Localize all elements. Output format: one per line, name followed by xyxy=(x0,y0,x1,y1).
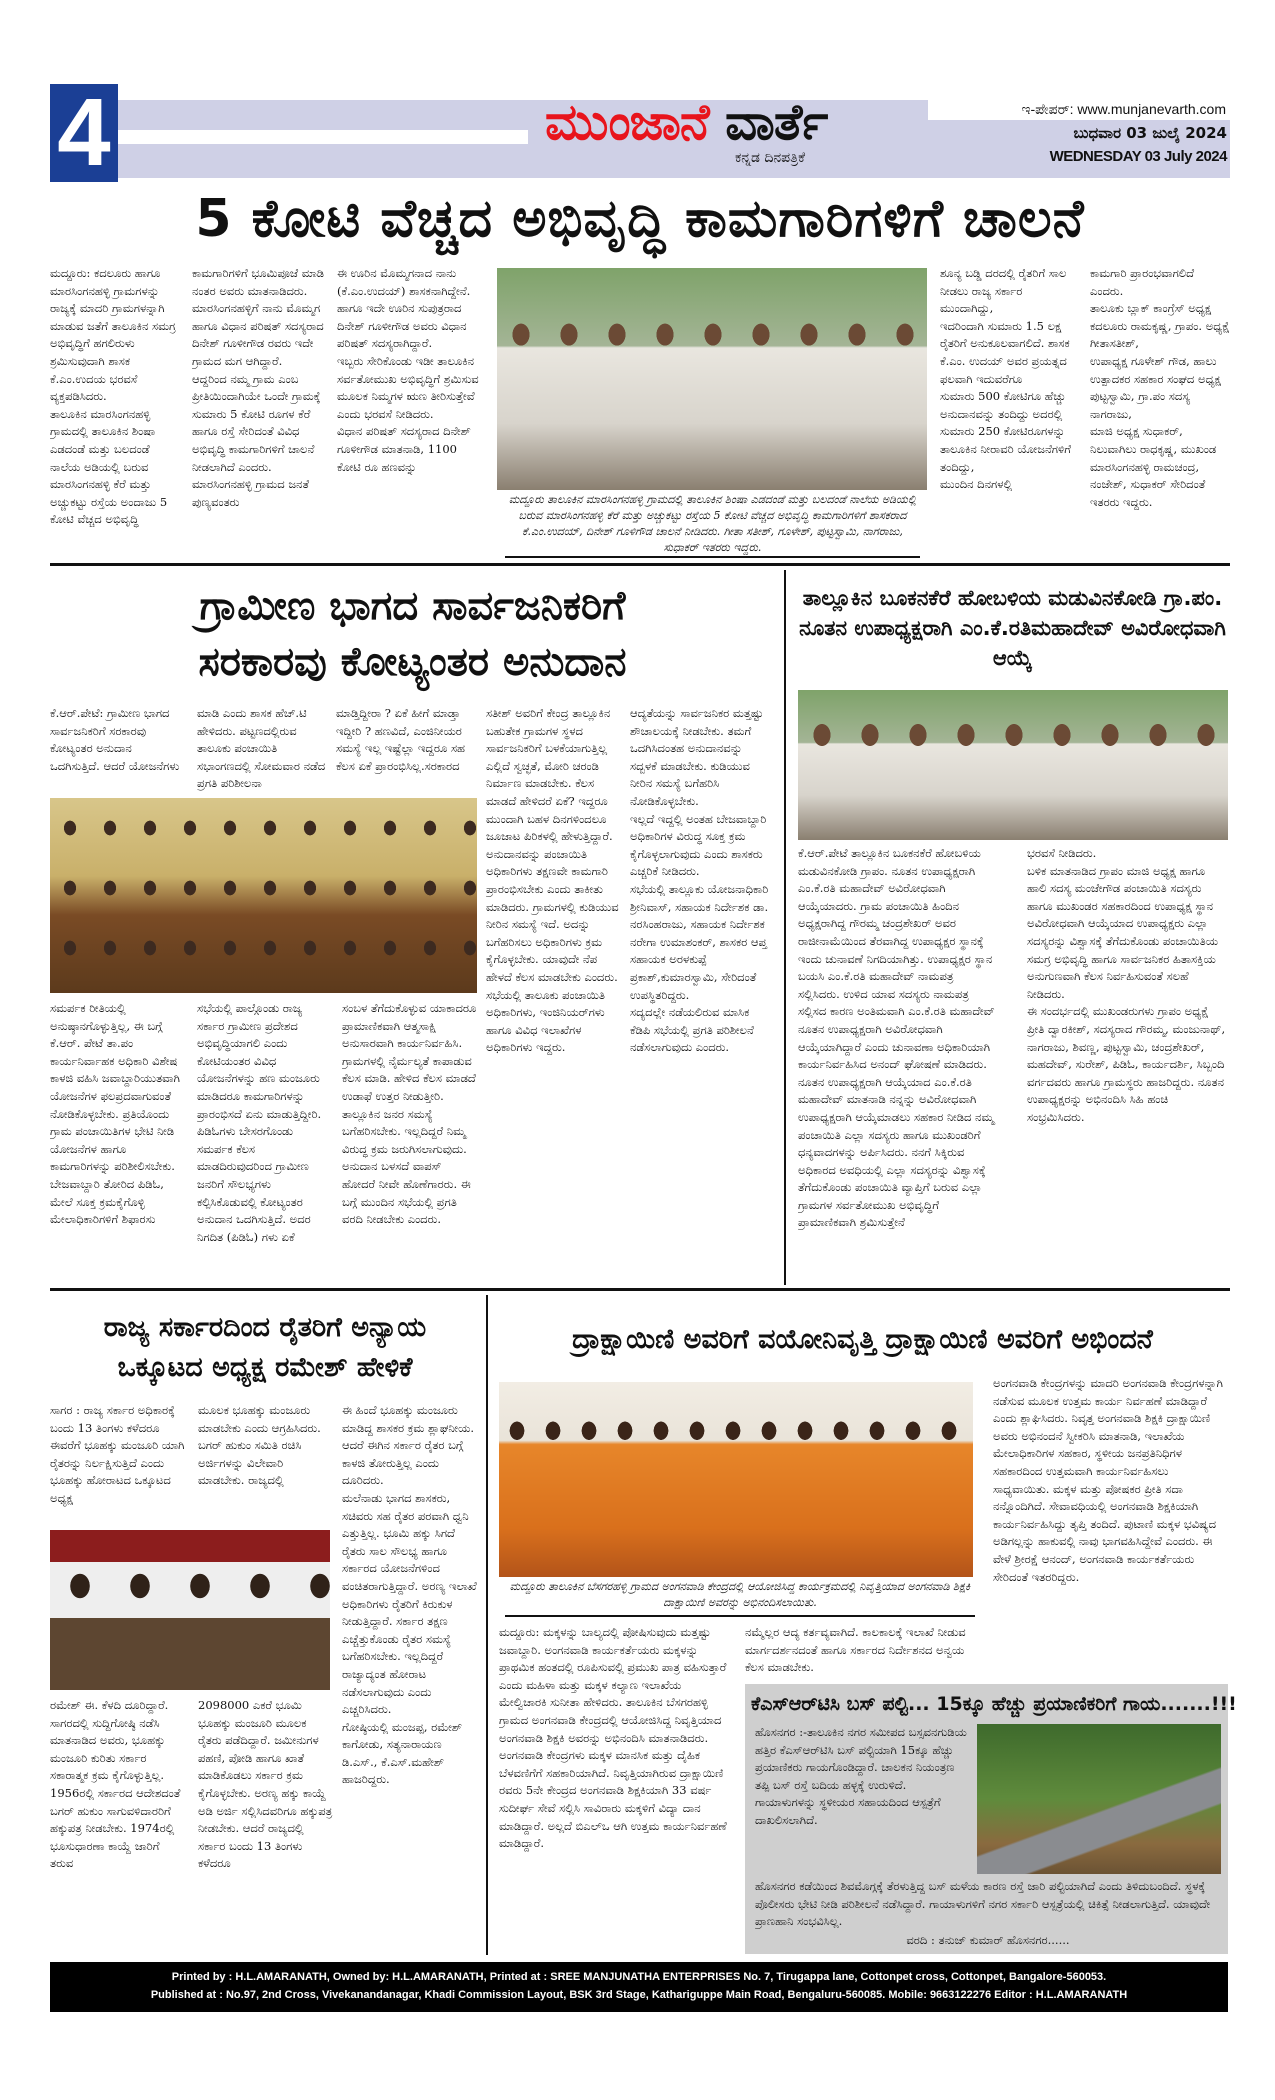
date-kannada: ಬುಧವಾರ 03 ಜುಲೈ 2024 xyxy=(1073,124,1227,142)
main-headline: 5 ಕೋಟಿ ವೆಚ್ಚದ ಅಭಿವೃದ್ಧಿ ಕಾಮಗಾರಿಗಳಿಗೆ ಚಾಲನೆ xyxy=(195,189,1085,249)
article4-column: 2098000 ಎಕರೆ ಭೂಮಿ ಭೂಹಕ್ಕು ಮಂಜೂರಿ ಮೂಲಕ ರೈತರು ಪಡೆದಿದ್ದಾರೆ. ಜಮೀನುಗಳ ಪಹಣಿ, ಪೋಡಿ ಹಾಗೂ ಖಾತೆ ಮಾಡಿಕೊಡಲು ಸರ್ಕಾರ ಕ್ರಮ ಕೈಗೊಳ್ಳಬೇಕು. ಅರಣ್ಯ ಹಕ್ಕು ಕಾಯ್ದೆ ಅಡಿ ಅರ್ಜಿ ಸಲ್ಲಿಸಿದವರಿಗೂ ಹಕ್ಕುಪತ್ರ ನೀಡಬೇಕು. ಆದರೆ ರಾಜ್ಯದಲ್ಲಿ ಸರ್ಕಾರ ಬಂದು 13 ತಿಂಗಳು ಕಳೆದರೂ xyxy=(198,1698,333,1871)
article4-headline-line1: ರಾಜ್ಯ ಸರ್ಕಾರದಿಂದ ರೈತರಿಗೆ ಅನ್ಯಾಯ xyxy=(103,1312,427,1343)
article6-headline: ಕೆಎಸ್ಆರ್‌ಟಿಸಿ ಬಸ್ ಪಲ್ಟಿ... 15ಕ್ಕೂ ಹೆಚ್ಚು ಪ್ರಯಾಣಿಕರಿಗೆ ಗಾಯ.......!!! xyxy=(751,1693,1237,1715)
article2-column: ಮಾಡ್ತಿದ್ದೀರಾ ? ಏಕೆ ಹೀಗೆ ಮಾಡ್ತಾ ಇದ್ದೀರಿ ? ಹಣವಿದೆ, ಎಂಜಿನೀಯರ ಸಮಸ್ಯೆ ಇಲ್ಲ ಇಷ್ಟೆಲ್ಲಾ ಇದ್ದರೂ ಸಹ ಕೆಲಸ ಏಕೆ ಪ್ರಾರಂಭಿಸಿಲ್ಲ.ಸರಕಾರದ xyxy=(336,706,466,773)
footer-publisher-line: Published at : No.97, 2nd Cross, Vivekanandanagar, Khadi Commission Layout, BSK 3rd Stage, Kathariguppe Main Road, Bengaluru-560085. Mobile: 9663122276 Editor : H.L.AMARANATH xyxy=(150,1989,1128,2001)
article1-column: ಕಾಮಗಾರಿಗಳಿಗೆ ಭೂಮಿಪೂಜೆ ಮಾಡಿ ನಂತರ ಅವರು ಮಾತನಾಡಿದರು. ಮಾರಸಿಂಗನಹಳ್ಳಿಗೆ ನಾನು ಮೊಮ್ಮಗ ಹಾಗೂ ವಿಧಾನ ಪರಿಷತ್ ಸದಸ್ಯರಾದ ದಿನೇಶ್ ಗೂಳೀಗೌಡ ರವರು ಇದೇ ಗ್ರಾಮದ ಮಗ ಆಗಿದ್ದಾರೆ. ಆದ್ದರಿಂದ ನಮ್ಮ ಗ್ರಾಮ ಎಂಬ ಪ್ರೀತಿಯಿಂದಾಗಿಯೇ ಒಂದೇ ಗ್ರಾಮಕ್ಕೆ ಸುಮಾರು 5 ಕೋಟಿ ರೂಗಳ ಕೆರೆ ಹಾಗೂ ರಸ್ತೆ ಸೇರಿದಂತೆ ವಿವಿಧ ಅಭಿವೃದ್ಧಿ ಕಾಮಗಾರಿಗಳಿಗೆ ಚಾಲನೆ ನೀಡಲಾಗಿದೆ ಎಂದರು. ಮಾರಸಿಂಗನಹಳ್ಳಿ ಗ್ರಾಮದ ಜನತೆ ಪುಣ್ಯವಂತರು xyxy=(192,266,325,509)
logo-word-1: ಮುಂಜಾನೆ xyxy=(545,93,709,151)
article4-headline xyxy=(50,1308,480,1388)
article5-photo xyxy=(499,1382,973,1577)
ksrtc-news-box xyxy=(745,1684,1237,1954)
article6-credit: ವರದಿ : ತನುಜ್ ಕುಮಾರ್ ಹೊಸನಗರ...... xyxy=(906,1933,1070,1947)
article3-headline: ತಾಲ್ಲೂಕಿನ ಬೂಕನಕೆರೆ ಹೋಬಳಿಯ ಮಡುವಿನಕೋಡಿ ಗ್ರಾ.ಪಂ. ನೂತನ ಉಪಾಧ್ಯಕ್ಷರಾಗಿ ಎಂ.ಕೆ.ರತಿಮಹಾದೇವ್ ಅವಿರೋಧವಾಗಿ ಆಯ್ಕೆ xyxy=(799,586,1226,670)
epaper-url[interactable] xyxy=(928,98,1230,120)
imprint-footer xyxy=(50,1962,1228,2012)
article2-headline-line2: ಸರಕಾರವು ಕೋಟ್ಯಂತರ ಅನುದಾನ xyxy=(198,639,627,685)
article2-column: ಕೆ.ಆರ್.ಪೇಟೆ: ಗ್ರಾಮೀಣ ಭಾಗದ ಸಾರ್ವಜನಿಕರಿಗೆ ಸರಕಾರವು ಕೋಟ್ಯಂತರ ಅನುದಾನ ಒದಗಿಸುತ್ತಿದೆ. ಆದರೆ ಯೋಜನೆಗಳು xyxy=(50,706,180,773)
article2-column: ಸತೀಶ್ ಅವರಿಗೆ ಕೇಂದ್ರ ತಾಲ್ಲೂಕಿನ ಬಹುತೇಕ ಗ್ರಾಮಗಳ ಸ್ಥಳದ ಸಾರ್ವಜನಿಕರಿಗೆ ಬಳಕೆಯಾಗುತ್ತಿಲ್ಲ ಎಲ್ಲಿದೆ ಸ್ವಚ್ಛತೆ, ಮೋರಿ ಚರಂಡಿ ನಿರ್ಮಾಣ ಮಾಡಬೇಕು. ಕೆಲಸ ಮಾಡದೆ ಹೇಳಿದರೆ ಏಕೆ? ಇದ್ದರೂ ಮುಂದಾಗಿ ಬಹಳ ದಿನಗಳಿಂದಲೂ ಜೂಜಾಟ ಪಿರಿಕಳಲ್ಲಿ ಹೇಳುತ್ತಿದ್ದಾರೆ. ಅನುದಾನವನ್ನು ಪಂಚಾಯಿತಿ ಅಧಿಕಾರಿಗಳು ತಕ್ಷಣವೇ ಕಾಮಗಾರಿ ಪ್ರಾರಂಭಿಸಬೇಕು ಎಂದು ತಾಕೀತು ಮಾಡಿದರು. ಗ್ರಾಮಗಳಲ್ಲಿ ಕುಡಿಯುವ ನೀರಿನ ಸಮಸ್ಯೆ ಇದೆ. ಅದನ್ನು ಬಗೆಹರಿಸಲು ಅಧಿಕಾರಿಗಳು ಕ್ರಮ ಕೈಗೊಳ್ಳಬೇಕು. ಯಾವುದೇ ನೆಪ ಹೇಳದೆ ಕೆಲಸ ಮಾಡಬೇಕು ಎಂದರು. ಸಭೆಯಲ್ಲಿ ತಾಲೂಕು ಪಂಚಾಯಿತಿ ಅಧಿಕಾರಿಗಳು, ಇಂಜಿನಿಯರ್‌ಗಳು ಹಾಗೂ ವಿವಿಧ ಇಲಾಖೆಗಳ ಅಧಿಕಾರಿಗಳು ಇದ್ದರು. xyxy=(486,706,619,1055)
tagline: ಕನ್ನಡ ದಿನಪತ್ರಿಕೆ xyxy=(735,150,806,166)
article6-body: ಹೊಸನಗರ ಕಡೆಯಿಂದ ಶಿವಮೊಗ್ಗಕ್ಕೆ ತೆರಳುತ್ತಿದ್ದ ಬಸ್ ಮಳೆಯ ಕಾರಣ ರಸ್ತೆ ಜಾರಿ ಪಲ್ಟಿಯಾಗಿದೆ ಎಂದು ತಿಳಿದುಬಂದಿದೆ. ಸ್ಥಳಕ್ಕೆ ಪೊಲೀಸರು ಭೇಟಿ ನೀಡಿ ಪರಿಶೀಲನೆ ನಡೆಸಿದ್ದಾರೆ. ಗಾಯಾಳುಗಳಿಗೆ ನಗರ ಸರ್ಕಾರಿ ಆಸ್ಪತ್ರೆಯಲ್ಲಿ ಚಿಕಿತ್ಸೆ ನೀಡಲಾಗುತ್ತಿದೆ. ಯಾವುದೇ ಪ್ರಾಣಹಾನಿ ಸಂಭವಿಸಿಲ್ಲ. xyxy=(755,1879,1211,1929)
article2-column: ಸಮರ್ಪಕ ರೀತಿಯಲ್ಲಿ ಅನುಷ್ಠಾನಗೊಳ್ಳುತ್ತಿಲ್ಲ, ಈ ಬಗ್ಗೆ ಕೆ.ಆರ್. ಪೇಟೆ ತಾ.ಪಂ ಕಾರ್ಯನಿರ್ವಾಹಕ ಅಧಿಕಾರಿ ವಿಶೇಷ ಕಾಳಜಿ ವಹಿಸಿ ಜವಾಬ್ದಾರಿಯುತವಾಗಿ ಯೋಜನೆಗಳ ಫಲಪ್ರದವಾಗುವಂತೆ ನೋಡಿಕೊಳ್ಳಬೇಕು. ಪ್ರತಿಯೊಂದು ಗ್ರಾಮ ಪಂಚಾಯಿತಿಗಳ ಭೇಟಿ ನೀಡಿ ಯೋಜನೆಗಳ ಹಾಗೂ ಕಾಮಗಾರಿಗಳನ್ನು ಪರಿಶೀಲಿಸಬೇಕು. ಬೇಜವಾಬ್ದಾರಿ ತೋರಿದ ಪಿಡಿಓ, ಮೇಲೆ ಸೂಕ್ತ ಕ್ರಮಕೈಗೊಳ್ಳಿ ಮೇಲಾಧಿಕಾರಿಗಳಿಗೆ ಶಿಫಾರಸು xyxy=(50,1001,180,1227)
epaper-url-text: ಇ-ಪೇಪರ್: www.munjanevarth.com xyxy=(1021,101,1226,117)
article5-caption: ಮದ್ದೂರು ತಾಲೂಕಿನ ಬೆಸಗರಹಳ್ಳಿ ಗ್ರಾಮದ ಅಂಗನವಾಡಿ ಕೇಂದ್ರದಲ್ಲಿ ಆಯೋಜಿಸಿದ್ದ ಕಾರ್ಯಕ್ರಮದಲ್ಲಿ ನಿವೃತ್ತಿಯಾದ ಅಂಗನವಾಡಿ ಶಿಕ್ಷಕಿ ದಾಕ್ಷಾಯಿಣಿ ಅವರನ್ನು ಅಭಿನಂದಿಸಲಾಯಿತು. xyxy=(509,1580,971,1609)
page-number: 4 xyxy=(50,84,118,182)
section-divider xyxy=(50,563,1230,566)
article4-column: ರಮೇಶ್ ಈ. ಕೆಳದಿ ದೂರಿದ್ದಾರೆ. ಸಾಗರದಲ್ಲಿ ಸುದ್ದಿಗೋಷ್ಠಿ ನಡೆಸಿ ಮಾತನಾಡಿದ ಅವರು, ಭೂಹಕ್ಕು ಮಂಜೂರಿ ಕುರಿತು ಸರ್ಕಾರ ಸಕಾರಾತ್ಮಕ ಕ್ರಮ ಕೈಗೊಳ್ಳುತ್ತಿಲ್ಲ. 1956ರಲ್ಲಿ ಸರ್ಕಾರದ ಆದೇಶದಂತೆ ಬಗರ್ ಹುಕುಂ ಸಾಗುವಳಿದಾರರಿಗೆ ಹಕ್ಕುಪತ್ರ ನೀಡಬೇಕು. 1974ರಲ್ಲಿ ಭೂಸುಧಾರಣಾ ಕಾಯ್ದೆ ಜಾರಿಗೆ ತರುವ xyxy=(50,1698,181,1871)
footer-printer-line: Printed by : H.L.AMARANATH, Owned by: H.L.AMARANATH, Printed at : SREE MANJUNATHA ENTERPRISES No. 7, Tirugappa lane, Cottonpet cross, Cottonpet, Bangalore-560053. xyxy=(171,1971,1107,1983)
article4-column: ಈ ಹಿಂದೆ ಭೂಹಕ್ಕು ಮಂಜೂರು ಮಾಡಿದ್ದ ಶಾಸಕರ ಕ್ರಮ ಶ್ಲಾಘನೀಯ. ಆದರೆ ಈಗಿನ ಸರ್ಕಾರ ರೈತರ ಬಗ್ಗೆ ಕಾಳಜಿ ತೋರುತ್ತಿಲ್ಲ ಎಂದು ದೂರಿದರು. ಮಲೆನಾಡು ಭಾಗದ ಶಾಸಕರು, ಸಚಿವರು ಸಹ ರೈತರ ಪರವಾಗಿ ಧ್ವನಿ ಎತ್ತುತ್ತಿಲ್ಲ. ಭೂಮಿ ಹಕ್ಕು ಸಿಗದೆ ರೈತರು ಸಾಲ ಸೌಲಭ್ಯ ಹಾಗೂ ಸರ್ಕಾರದ ಯೋಜನೆಗಳಿಂದ ವಂಚಿತರಾಗುತ್ತಿದ್ದಾರೆ. ಅರಣ್ಯ ಇಲಾಖೆ ಅಧಿಕಾರಿಗಳು ರೈತರಿಗೆ ಕಿರುಕುಳ ನೀಡುತ್ತಿದ್ದಾರೆ. ಸರ್ಕಾರ ತಕ್ಷಣ ಎಚ್ಚೆತ್ತುಕೊಂಡು ರೈತರ ಸಮಸ್ಯೆ ಬಗೆಹರಿಸಬೇಕು. ಇಲ್ಲದಿದ್ದರೆ ರಾಜ್ಯಾದ್ಯಂತ ಹೋರಾಟ ನಡೆಸಲಾಗುವುದು ಎಂದು ಎಚ್ಚರಿಸಿದರು. ಗೋಷ್ಠಿಯಲ್ಲಿ ಮಂಜಪ್ಪ, ರಮೇಶ್ ಕಾಗೋಡು, ಸತ್ಯನಾರಾಯಣ ಡಿ.ಎಸ್., ಕೆ.ಎಸ್.ಮಹೇಶ್ ಹಾಜರಿದ್ದರು. xyxy=(342,1403,477,1787)
article3-photo xyxy=(798,690,1228,840)
article3-column: ಕೆ.ಆರ್.ಪೇಟೆ ತಾಲ್ಲೂಕಿನ ಬೂಕನಕೆರೆ ಹೋಬಳಿಯ ಮಡುವಿನಕೋಡಿ ಗ್ರಾಪಂ. ನೂತನ ಉಪಾಧ್ಯಕ್ಷರಾಗಿ ಎಂ.ಕೆ.ರತಿ ಮಹಾದೇವ್ ಅವಿರೋಧವಾಗಿ ಆಯ್ಕೆಯಾದರು. ಗ್ರಾಮ ಪಂಚಾಯಿತಿ ಹಿಂದಿನ ಅಧ್ಯಕ್ಷರಾಗಿದ್ದ ಗೌರಮ್ಮ ಚಂದ್ರಶೇಖರ್ ಅವರ ರಾಜೀನಾಮೆಯಿಂದ ತೆರವಾಗಿದ್ದ ಉಪಾಧ್ಯಕ್ಷರ ಸ್ಥಾನಕ್ಕೆ ಇಂದು ಚುನಾವಣೆ ನಿಗದಿಯಾಗಿತ್ತು. ಉಪಾಧ್ಯಕ್ಷರ ಸ್ಥಾನ ಬಯಸಿ ಎಂ.ಕೆ.ರತಿ ಮಹಾದೇವ್ ನಾಮಪತ್ರ ಸಲ್ಲಿಸಿದರು. ಉಳಿದ ಯಾವ ಸದಸ್ಯರು ನಾಮಪತ್ರ ಸಲ್ಲಿಸದ ಕಾರಣ ಅಂತಿಮವಾಗಿ ಎಂ.ಕೆ.ರತಿ ಮಹಾದೇವ್ ನೂತನ ಉಪಾಧ್ಯಕ್ಷರಾಗಿ ಅವಿರೋಧವಾಗಿ ಆಯ್ಕೆಯಾಗಿದ್ದಾರೆ ಎಂದು ಚುನಾವಣಾ ಅಧಿಕಾರಿಯಾಗಿ ಕಾರ್ಯನಿರ್ವಹಿಸಿದ ಅನಂದ್ ಘೋಷಣೆ ಮಾಡಿದರು. ನೂತನ ಉಪಾಧ್ಯಕ್ಷರಾಗಿ ಆಯ್ಕೆಯಾದ ಎಂ.ಕೆ.ರತಿ ಮಹಾದೇವ್ ಮಾತನಾಡಿ ನನ್ನನ್ನು ಅವಿರೋಧವಾಗಿ ಉಪಾಧ್ಯಕ್ಷರಾಗಿ ಆಯ್ಕೆಮಾಡಲು ಸಹಕಾರ ನೀಡಿದ ನಮ್ಮ ಪಂಚಾಯಿತಿ ಎಲ್ಲಾ ಸದಸ್ಯರು ಹಾಗೂ ಮುಖಂಡರಿಗೆ ಧನ್ಯವಾದಗಳನ್ನು ಅರ್ಪಿಸಿದರು. ನನಗೆ ಸಿಕ್ಕಿರುವ ಅಧಿಕಾರದ ಅವಧಿಯಲ್ಲಿ ಎಲ್ಲಾ ಸದಸ್ಯರನ್ನು ವಿಶ್ವಾಸಕ್ಕೆ ತೆಗೆದುಕೊಂಡು ಪಂಚಾಯಿತಿ ವ್ಯಾಪ್ತಿಗೆ ಬರುವ ಎಲ್ಲಾ ಗ್ರಾಮಗಳ ಸರ್ವತೋಮುಖ ಅಭಿವೃದ್ಧಿಗೆ ಪ್ರಾಮಾಣಿಕವಾಗಿ ಶ್ರಮಿಸುತ್ತೇನೆ xyxy=(798,846,995,1230)
article2-column: ಆದ್ಯತೆಯನ್ನು ಸಾರ್ವಜನಿಕರ ಮತ್ತಷ್ಟು ಶೌಚಾಲಯಕ್ಕೆ ನೀಡಬೇಕು. ತಮಗೆ ಒದಗಿಸಿದಂತಹ ಅನುದಾನವನ್ನು ಸದ್ಬಳಕೆ ಮಾಡಬೇಕು. ಕುಡಿಯುವ ನೀರಿನ ಸಮಸ್ಯೆ ಬಗೆಹರಿಸಿ ನೋಡಿಕೊಳ್ಳಬೇಕು. ಇಲ್ಲದೆ ಇದ್ದಲ್ಲಿ ಅಂತಹ ಬೇಜವಾಬ್ದಾರಿ ಅಧಿಕಾರಿಗಳ ವಿರುದ್ಧ ಸೂಕ್ತ ಕ್ರಮ ಕೈಗೊಳ್ಳಲಾಗುವುದು ಎಂದು ಶಾಸಕರು ಎಚ್ಚರಿಕೆ ನೀಡಿದರು. ಸಭೆಯಲ್ಲಿ ತಾಲ್ಲೂಕು ಯೋಜನಾಧಿಕಾರಿ ಶ್ರೀನಿವಾಸ್, ಸಹಾಯಕ ನಿರ್ದೇಶಕ ಡಾ. ನರಸಿಂಹರಾಜು, ಸಹಾಯಕ ನಿರ್ದೇಶಕ ನರೇಗಾ ಉಮಾಶಂಕರ್, ಶಾಸಕರ ಆಪ್ತ ಸಹಾಯಕ ಅರಳಕುಪ್ಪೆ ಪ್ರಕಾಶ್,ಕುಮಾರಸ್ವಾಮಿ, ಸೇರಿದಂತೆ ಉಪಸ್ಥಿತರಿದ್ದರು. ಸದ್ಯದಲ್ಲೇ ನಡೆಯಲಿರುವ ಮಾಸಿಕ ಕೆಡಿಪಿ ಸಭೆಯಲ್ಲಿ ಪ್ರಗತಿ ಪರಿಶೀಲನೆ ನಡೆಸಲಾಗುವುದು ಎಂದರು. xyxy=(630,706,769,1055)
article5-column: ನಮ್ಮೆಲ್ಲರ ಆದ್ಯ ಕರ್ತವ್ಯವಾಗಿದೆ. ಕಾಲಕಾಲಕ್ಕೆ ಇಲಾಖೆ ನೀಡುವ ಮಾರ್ಗದರ್ಶನದಂತೆ ಹಾಗೂ ಸರ್ಕಾರದ ನಿರ್ದೇಶನದ ಅನ್ವಯ ಕೆಲಸ ಮಾಡಬೇಕು. xyxy=(745,1625,966,1675)
masthead-divider xyxy=(118,130,528,144)
article4-column: ಸಾಗರ : ರಾಜ್ಯ ಸರ್ಕಾರ ಅಧಿಕಾರಕ್ಕೆ ಬಂದು 13 ತಿಂಗಳು ಕಳೆದರೂ ಈವರೆಗೆ ಭೂಹಕ್ಕು ಮಂಜೂರಿ ಯಾಗಿ ರೈತರನ್ನು ನಿರ್ಲಕ್ಷಿಸುತ್ತಿದೆ ಎಂದು ಭೂಹಕ್ಕು ಹೋರಾಟದ ಒಕ್ಕೂಟದ ಅಧ್ಯಕ್ಷ xyxy=(50,1403,185,1505)
newspaper-logo xyxy=(545,92,827,152)
article4-headline-line2: ಒಕ್ಕೂಟದ ಅಧ್ಯಕ್ಷ ರಮೇಶ್ ಹೇಳಿಕೆ xyxy=(117,1352,413,1383)
column-divider xyxy=(784,570,786,1285)
date-english: WEDNESDAY 03 July 2024 xyxy=(1049,148,1227,165)
article1-photo xyxy=(497,268,927,490)
article2-column: ಸಭೆಯಲ್ಲಿ ಪಾಲ್ಗೊಂಡು ರಾಜ್ಯ ಸರ್ಕಾರ ಗ್ರಾಮೀಣ ಪ್ರದೇಶದ ಅಭಿವೃದ್ಧಿಯಾಗಲಿ ಎಂದು ಕೋಟಿಯಂತರ ವಿವಿಧ ಯೋಜನೆಗಳನ್ನು ಹಣ ಮಂಜೂರು ಮಾಡಿದರೂ ಕಾಮಗಾರಿಗಳನ್ನು ಪ್ರಾರಂಭಿಸದೆ ಏನು ಮಾಡುತ್ತಿದ್ದೀರಿ. ಪಿಡಿಓಗಳು ಬೇಸರಗೊಂಡು ಸಮರ್ಪಕ ಕೆಲಸ ಮಾಡದಿರುವುದರಿಂದ ಗ್ರಾಮೀಣ ಜನರಿಗೆ ಸೌಲಭ್ಯಗಳು ಕಲ್ಪಿಸಿಕೊಡುವಲ್ಲಿ ಕೋಟ್ಯಂತರ ಅನುದಾನ ಒದಗಿಸುತ್ತಿದೆ. ಅದರ ನಿಗದಿತ (ಪಿಡಿಓ) ಗಳು ಏಕೆ xyxy=(197,1001,322,1244)
section-divider xyxy=(50,1288,1230,1291)
article1-column: ಮದ್ದೂರು: ಕದಲೂರು ಹಾಗೂ ಮಾರಸಿಂಗನಹಳ್ಳಿ ಗ್ರಾಮಗಳನ್ನು ರಾಜ್ಯಕ್ಕೆ ಮಾದರಿ ಗ್ರಾಮಗಳನ್ನಾಗಿ ಮಾಡುವ ಜತೆಗೆ ತಾಲೂಕಿನ ಸಮಗ್ರ ಅಭಿವೃದ್ಧಿಗೆ ಹಗಲಿರುಳು ಶ್ರಮಿಸುವುದಾಗಿ ಶಾಸಕ ಕೆ.ಎಂ.ಉದಯ ಭರವಸೆ ವ್ಯಕ್ತಪಡಿಸಿದರು. ತಾಲೂಕಿನ ಮಾರಸಿಂಗನಹಳ್ಳಿ ಗ್ರಾಮದಲ್ಲಿ ತಾಲೂಕಿನ ಶಿಂಷಾ ಎಡದಂಡೆ ಮತ್ತು ಬಲದಂಡೆ ನಾಲೆಯ ಅಡಿಯಲ್ಲಿ ಬರುವ ಮಾರಸಿಂಗನಹಳ್ಳಿ ಕೆರೆ ಮತ್ತು ಅಚ್ಚುಕಟ್ಟು ರಸ್ತೆಯ ಅಂದಾಜು 5 ಕೋಟಿ ವೆಚ್ಚದ ಅಭಿವೃದ್ಧಿ xyxy=(50,266,176,527)
article6-photo xyxy=(977,1724,1221,1874)
article1-caption: ಮದ್ದೂರು ತಾಲೂಕಿನ ಮಾರಸಿಂಗನಹಳ್ಳಿ ಗ್ರಾಮದಲ್ಲಿ ತಾಲೂಕಿನ ಶಿಂಷಾ ಎಡದಂಡೆ ಮತ್ತು ಬಲದಂಡೆ ನಾಲೆಯ ಅಡಿಯಲ್ಲಿ ಬರುವ ಮಾರಸಿಂಗನಹಳ್ಳಿ ಕೆರೆ ಮತ್ತು ಅಚ್ಚುಕಟ್ಟು ರಸ್ತೆಯ 5 ಕೋಟಿ ವೆಚ್ಚದ ಅಭಿವೃದ್ಧಿ ಕಾಮಗಾರಿಗಳಿಗೆ ಶಾಸಕರಾದ ಕೆ.ಎಂ.ಉದಯ್, ದಿನೇಶ್ ಗೂಳಿಗೌಡ ಚಾಲನೆ ನೀಡಿದರು. ಗೀತಾ ಸತೀಶ್, ಗೂಳೇಶ್, ಪುಟ್ಟಸ್ವಾಮಿ, ನಾಗರಾಜು, ಸುಧಾಕರ್ ಇತರರು ಇದ್ದರು. xyxy=(508,493,917,554)
article2-column: ಮಾಡಿ ಎಂದು ಶಾಸಕ ಹೆಚ್.ಟಿ ಹೇಳಿದರು. ಪಟ್ಟಣದಲ್ಲಿರುವ ತಾಲೂಕು ಪಂಚಾಯಿತಿ ಸಭಾಂಗಣದಲ್ಲಿ ಸೋಮವಾರ ನಡೆದ ಪ್ರಗತಿ ಪರಿಶೀಲನಾ xyxy=(197,706,326,791)
article4-column: ಮೂಲಕ ಭೂಹಕ್ಕು ಮಂಜೂರು ಮಾಡಬೇಕು ಎಂದು ಆಗ್ರಹಿಸಿದರು. ಬಗರ್ ಹುಕುಂ ಸಮಿತಿ ರಚಿಸಿ ಅರ್ಜಿಗಳನ್ನು ವಿಲೇವಾರಿ ಮಾಡಬೇಕು. ರಾಜ್ಯದಲ್ಲಿ xyxy=(198,1403,321,1488)
logo-word-2: ವಾರ್ತೆ xyxy=(725,93,828,151)
article2-headline-line1: ಗ್ರಾಮೀಣ ಭಾಗದ ಸಾರ್ವಜನಿಕರಿಗೆ xyxy=(199,583,626,629)
article1-column: ಕಾಮಗಾರಿ ಪ್ರಾರಂಭವಾಗಲಿದೆ ಎಂದರು. ತಾಲೂಕು ಬ್ಲಾಕ್ ಕಾಂಗ್ರೆಸ್ ಅಧ್ಯಕ್ಷ ಕದಲೂರು ರಾಮಕೃಷ್ಣ, ಗ್ರಾಪಂ. ಅಧ್ಯಕ್ಷೆ ಗೀತಾಸತೀಶ್, ಉಪಾಧ್ಯಕ್ಷ ಗೂಳೇಶ್ ಗೌಡ, ಹಾಲು ಉತ್ಪಾದಕರ ಸಹಕಾರ ಸಂಘದ ಅಧ್ಯಕ್ಷ ಪುಟ್ಟಸ್ವಾಮಿ, ಗ್ರಾ.ಪಂ ಸದಸ್ಯ ನಾಗರಾಜು, ಮಾಜಿ ಅಧ್ಯಕ್ಷ ಸುಧಾಕರ್, ನಿಲುವಾಗಿಲು ರಾಧಕೃಷ್ಣ, ಮುಖಂಡ ಮಾರಸಿಂಗನಹಳ್ಳಿ ರಾಮಚಂದ್ರ, ನಂಜೇಶ್, ಸುಧಾಕರ್ ಸೇರಿದಂತೆ ಇತರರು ಇದ್ದರು. xyxy=(1090,266,1230,509)
column-divider xyxy=(486,1295,488,1955)
caption-rule xyxy=(505,556,920,558)
article6-body: ಹೊಸನಗರ :-ತಾಲೂಕಿನ ನಗರ ಸಮೀಪದ ಬಸ್ಸವನಗುಡಿಯ ಹತ್ತಿರ ಕೆಎಸ್ಆರ್‌ಟಿಸಿ ಬಸ್ ಪಲ್ಟಿಯಾಗಿ 15ಕ್ಕೂ ಹೆಚ್ಚು ಪ್ರಯಾಣಿಕರು ಗಾಯಗೊಂಡಿದ್ದಾರೆ. ಚಾಲಕನ ನಿಯಂತ್ರಣ ತಪ್ಪಿ ಬಸ್ ರಸ್ತೆ ಬದಿಯ ಹಳ್ಳಕ್ಕೆ ಉರುಳಿದೆ. ಗಾಯಾಳುಗಳನ್ನು ಸ್ಥಳೀಯರ ಸಹಾಯದಿಂದ ಆಸ್ಪತ್ರೆಗೆ ದಾಖಲಿಸಲಾಗಿದೆ. xyxy=(755,1725,967,1827)
article5-headline: ದ್ರಾಕ್ಷಾಯಿಣಿ ಅವರಿಗೆ ವಯೋನಿವೃತ್ತಿ ದ್ರಾಕ್ಷಾಯಿಣಿ ಅವರಿಗೆ ಅಭಿಂದನೆ xyxy=(572,1324,1153,1355)
caption-rule xyxy=(505,1615,975,1617)
article3-column: ಭರವಸೆ ನೀಡಿದರು. ಬಳಿಕ ಮಾತನಾಡಿದ ಗ್ರಾಪಂ ಮಾಜಿ ಅಧ್ಯಕ್ಷ ಹಾಗೂ ಹಾಲಿ ಸದಸ್ಯ ಮಂಜೇಗೌಡ ಪಂಚಾಯಿತಿ ಸದಸ್ಯರು ಹಾಗೂ ಮುಖಂಡರ ಸಹಕಾರದಿಂದ ಉಪಾಧ್ಯಕ್ಷ ಸ್ಥಾನ ಅವಿರೋಧವಾಗಿ ಆಯ್ಕೆಯಾದ ಉಪಾಧ್ಯಕ್ಷರು ಎಲ್ಲಾ ಸದಸ್ಯರನ್ನು ವಿಶ್ವಾಸಕ್ಕೆ ತೆಗೆದುಕೊಂಡು ಪಂಚಾಯಿತಿಯ ಸಮಗ್ರ ಅಭಿವೃದ್ಧಿ ಹಾಗೂ ಸಾರ್ವಜನಿಕರ ಹಿತಾಸಕ್ತಿಯ ಅನುಗುಣವಾಗಿ ಕೆಲಸ ನಿರ್ವಹಿಸುವಂತೆ ಸಲಹೆ ನೀಡಿದರು. ಈ ಸಂದರ್ಭದಲ್ಲಿ ಮುಖಂಡರುಗಳು ಗ್ರಾಪಂ ಅಧ್ಯಕ್ಷೆ ಪ್ರೀತಿ ದ್ವಾರಕೀಶ್, ಸದಸ್ಯರಾದ ಗೌರಮ್ಮ, ಮಂಜುನಾಥ್, ನಾಗರಾಜು, ಶಿವಣ್ಣ, ಪುಟ್ಟಸ್ವಾಮಿ, ಚಂದ್ರಶೇಖರ್, ಮಹದೇವ್, ಸುರೇಶ್, ಪಿಡಿಓ, ಕಾರ್ಯದರ್ಶಿ, ಸಿಬ್ಬಂದಿ ವರ್ಗದವರು ಹಾಗೂ ಗ್ರಾಮಸ್ಥರು ಹಾಜರಿದ್ದರು. ನೂತನ ಉಪಾಧ್ಯಕ್ಷರನ್ನು ಅಭಿನಂದಿಸಿ ಸಿಹಿ ಹಂಚಿ ಸಂಭ್ರಮಿಸಿದರು. xyxy=(1027,846,1226,1124)
article1-column: ಈ ಊರಿನ ಮೊಮ್ಮಗನಾದ ನಾನು (ಕೆ.ಎಂ.ಉದಯ್) ಶಾಸಕನಾಗಿದ್ದೇನೆ. ಹಾಗೂ ಇದೇ ಊರಿನ ಸುಪುತ್ರರಾದ ದಿನೇಶ್ ಗೂಳೀಗೌಡ ಅವರು ವಿಧಾನ ಪರಿಷತ್ ಸದಸ್ಯರಾಗಿದ್ದಾರೆ. ಇಬ್ಬರು ಸೇರಿಕೊಂಡು ಇಡೀ ತಾಲೂಕಿನ ಸರ್ವತೋಮುಖ ಅಭಿವೃದ್ಧಿಗೆ ಶ್ರಮಿಸುವ ಮೂಲಕ ನಿಮ್ಮಗಳ ಋಣ ತೀರಿಸುತ್ತೇವೆ ಎಂದು ಭರವಸೆ ನೀಡಿದರು. ವಿಧಾನ ಪರಿಷತ್ ಸದಸ್ಯರಾದ ದಿನೇಶ್ ಗೂಳೀಗೌಡ ಮಾತನಾಡಿ, 1100 ಕೋಟಿ ರೂ ಹಣವನ್ನು xyxy=(337,266,479,474)
article5-column: ಮದ್ದೂರು: ಮಕ್ಕಳನ್ನು ಬಾಲ್ಯದಲ್ಲಿ ಪೋಷಿಸುವುದು ಮತ್ತಷ್ಟು ಜವಾಬ್ದಾರಿ. ಅಂಗನವಾಡಿ ಕಾರ್ಯಕರ್ತೆಯರು ಮಕ್ಕಳನ್ನು ಪ್ರಾಥಮಿಕ ಹಂತದಲ್ಲಿ ರೂಪಿಸುವಲ್ಲಿ ಪ್ರಮುಖ ಪಾತ್ರ ವಹಿಸುತ್ತಾರೆ ಎಂದು ಮಹಿಳಾ ಮತ್ತು ಮಕ್ಕಳ ಕಲ್ಯಾಣ ಇಲಾಖೆಯ ಮೇಲ್ವಿಚಾರಕಿ ಸುನೀತಾ ಹೇಳಿದರು. ತಾಲೂಕಿನ ಬೆಸಗರಹಳ್ಳಿ ಗ್ರಾಮದ ಅಂಗನವಾಡಿ ಕೇಂದ್ರದಲ್ಲಿ ಆಯೋಜಿಸಿದ್ದ ನಿವೃತ್ತಿಯಾದ ಅಂಗನವಾಡಿ ಶಿಕ್ಷಕಿ ಅವರನ್ನು ಅಭಿನಂದಿಸಿ ಮಾತನಾಡಿದರು. ಅಂಗನವಾಡಿ ಕೇಂದ್ರಗಳು ಮಕ್ಕಳ ಮಾನಸಿಕ ಮತ್ತು ದೈಹಿಕ ಬೆಳವಣಿಗೆಗೆ ಸಹಕಾರಿಯಾಗಿದೆ. ನಿವೃತ್ತಿಯಾಗಿರುವ ದ್ರಾಕ್ಷಾಯಿಣಿ ರವರು 5ನೇ ಕೇಂದ್ರದ ಅಂಗನವಾಡಿ ಶಿಕ್ಷಕಿಯಾಗಿ 33 ವರ್ಷ ಸುದೀರ್ಘ ಸೇವೆ ಸಲ್ಲಿಸಿ ಸಾವಿರಾರು ಮಕ್ಕಳಿಗೆ ವಿದ್ಯಾ ದಾನ ಮಾಡಿದ್ದಾರೆ. ಅಲ್ಲದೆ ಬಿಎಲ್ಒ ಆಗಿ ಉತ್ತಮ ಕಾರ್ಯನಿರ್ವಹಣೆ ಮಾಡಿದ್ದಾರೆ. xyxy=(499,1625,727,1851)
article1-column: ಶೂನ್ಯ ಬಡ್ಡಿ ದರದಲ್ಲಿ ರೈತರಿಗೆ ಸಾಲ ನೀಡಲು ರಾಜ್ಯ ಸರ್ಕಾರ ಮುಂದಾಗಿದ್ದು, ಇದರಿಂದಾಗಿ ಸುಮಾರು 1.5 ಲಕ್ಷ ರೈತರಿಗೆ ಅನುಕೂಲವಾಗಲಿದೆ. ಶಾಸಕ ಕೆ.ಎಂ. ಉದಯ್ ಅವರ ಪ್ರಯತ್ನದ ಫಲವಾಗಿ ಇದುವರೆಗೂ ಸುಮಾರು 500 ಕೋಟಿಗೂ ಹೆಚ್ಚು ಅನುದಾನವನ್ನು ತಂದಿದ್ದು ಅದರಲ್ಲಿ ಸುಮಾರು 250 ಕೋಟಿರೂಗಳನ್ನು ತಾಲೂಕಿನ ನೀರಾವರಿ ಯೋಜನೆಗಳಿಗೆ ತಂದಿದ್ದು, ಮುಂದಿನ ದಿನಗಳಲ್ಲಿ xyxy=(940,266,1071,492)
article2-headline xyxy=(50,578,775,690)
article2-column: ಸಂಬಳ ತೆಗೆದುಕೊಳ್ಳುವ ಯಾಕಾದರೂ ಪ್ರಾಮಾಣಿಕವಾಗಿ ಆತ್ಮಸಾಕ್ಷಿ ಅನುಸಾರವಾಗಿ ಕಾರ್ಯನಿರ್ವಹಿಸಿ. ಗ್ರಾಮಗಳಲ್ಲಿ ನೈರ್ಮಲ್ಯತೆ ಕಾಪಾಡುವ ಕೆಲಸ ಮಾಡಿ. ಹೇಳಿದ ಕೆಲಸ ಮಾಡದೆ ಉಡಾಫೆ ಉತ್ತರ ನೀಡುತ್ತೀರಿ. ತಾಲ್ಲೂಕಿನ ಜನರ ಸಮಸ್ಯೆ ಬಗೆಹರಿಸಬೇಕು. ಇಲ್ಲದಿದ್ದರೆ ನಿಮ್ಮ ವಿರುದ್ಧ ಕ್ರಮ ಜರುಗಿಸಲಾಗುವುದು. ಅನುದಾನ ಬಳಸದೆ ವಾಪಸ್ ಹೋದರೆ ನೀವೇ ಹೊಣೆಗಾರರು. ಈ ಬಗ್ಗೆ ಮುಂದಿನ ಸಭೆಯಲ್ಲಿ ಪ್ರಗತಿ ವರದಿ ನೀಡಬೇಕು ಎಂದರು. xyxy=(342,1001,477,1227)
article4-photo xyxy=(50,1530,330,1690)
article2-photo xyxy=(50,798,477,993)
article5-column: ಅಂಗನವಾಡಿ ಕೇಂದ್ರಗಳನ್ನು ಮಾದರಿ ಅಂಗನವಾಡಿ ಕೇಂದ್ರಗಳನ್ನಾಗಿ ನಡೆಸುವ ಮೂಲಕ ಉತ್ತಮ ಕಾರ್ಯ ನಿರ್ವಹಣೆ ಮಾಡಿದ್ದಾರೆ ಎಂದು ಶ್ಲಾಘಿಸಿದರು. ನಿವೃತ್ತ ಅಂಗನವಾಡಿ ಶಿಕ್ಷಕಿ ದ್ರಾಕ್ಷಾಯಿಣಿ ಅವರು ಅಭಿನಂದನೆ ಸ್ವೀಕರಿಸಿ ಮಾತನಾಡಿ, ಇಲಾಖೆಯ ಮೇಲಾಧಿಕಾರಿಗಳ ಸಹಕಾರ, ಸ್ಥಳೀಯ ಜನಪ್ರತಿನಿಧಿಗಳ ಸಹಕಾರದಿಂದ ಉತ್ತಮವಾಗಿ ಕಾರ್ಯನಿರ್ವಹಿಸಲು ಸಾಧ್ಯವಾಯಿತು. ಮಕ್ಕಳ ಮತ್ತು ಪೋಷಕರ ಪ್ರೀತಿ ಸದಾ ನನ್ನೊಂದಿಗಿದೆ. ಸೇವಾವಧಿಯಲ್ಲಿ ಅಂಗನವಾಡಿ ಶಿಕ್ಷಕಿಯಾಗಿ ಕಾರ್ಯನಿರ್ವಹಿಸಿದ್ದು ತೃಪ್ತಿ ತಂದಿದೆ. ಪುಟಾಣಿ ಮಕ್ಕಳ ಭವಿಷ್ಯದ ಅಡಿಗಲ್ಲನ್ನು ಹಾಕುವಲ್ಲಿ ನಾವು ಭಾಗವಹಿಸಿದ್ದೇವೆ ಎಂದರು. ಈ ವೇಳೆ ಶ್ರೀರಕ್ಷೆ ಆನಂದ್, ಅಂಗನವಾಡಿ ಕಾರ್ಯಕರ್ತೆಯರು ಸೇರಿದಂತೆ ಇತರರಿದ್ದರು. xyxy=(993,1376,1223,1584)
